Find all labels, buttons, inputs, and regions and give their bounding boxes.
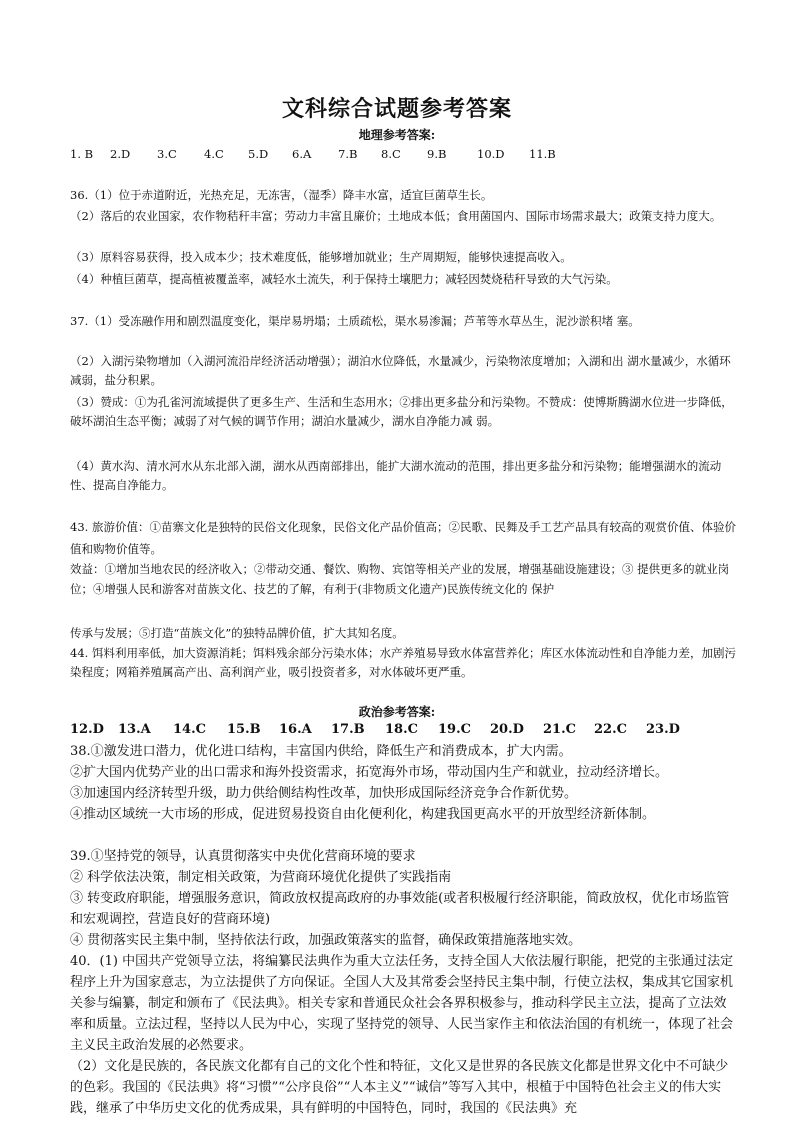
mcq-answer: 13.A [118, 722, 151, 737]
q37-part4: （4）黄水沟、清水河水从东北部入湖，湖水从西南部排出，能扩大湖水流动的范围，排出更多盐分和污染物；能增强湖水的流动性、提高自净能力。 [70, 459, 722, 492]
q37-part3: （3）赞成：①为孔雀河流域提供了更多生产、生活和生态用水；②排出更多盐分和污染物。不赞成：使博斯腾湖水位进一步降低，破坏湖泊生态平衡；减弱了对气候的调节作用；湖泊水量减少，湖水自净能力减 弱。 [70, 395, 733, 428]
q40-part1: 40．(1) 中国共产党领导立法，将编纂民法典作为重大立法任务，支持全国人大依法履行职能，把党的主张通过法定程序上升为国家意志，为立法提供了方向保证。全国人大及其常委会坚持民主集中制，行使立法权，集成其它国家机关参与编纂，制定和颁布了《民法典》。相关专家和普通民众社会各界积极参与，推动科学民主立法，提高了立法效率和质量。立法过程，坚持以人民为中心，实现了坚持党的领导、人民当家作主和依法治国的有机统一，体现了社会主义民主政治发展的必然要求。 [70, 954, 734, 1053]
mcq-answer: 6.A [292, 147, 312, 161]
q39-point1: 39.①坚持党的领导，认真贯彻落实中央优化营商环境的要求 [70, 849, 416, 864]
q43-value: 43. 旅游价值：①苗寨文化是独特的民俗文化现象，民俗文化产品价值高；②民歌、民舞及手工艺产品具有较高的观赏价值、体验价值和购物价值等。 [70, 520, 736, 556]
mcq-answer: 10.D [477, 147, 505, 161]
q36-part1: 36.（1）位于赤道附近，光热充足，无冻害，（湿季）降丰水富，适宜巨菌草生长。 [70, 188, 493, 202]
mcq-answer: 17.B [331, 722, 365, 737]
mcq-answer: 12.D [70, 722, 104, 737]
mcq-answer: 2.D [110, 147, 131, 161]
page-title: 文科综合试题参考答案 [281, 96, 512, 122]
q43-benefit: 效益：①增加当地农民的经济收入；②带动交通、餐饮、购物、宾馆等相关产业的发展，增强基础设施建设；③ 提供更多的就业岗位；④增强人民和游客对苗族文化、技艺的了解，有利于(非物质文化遗产)民族传统文化的 保护 [70, 562, 730, 596]
mcq-answer: 9.B [427, 147, 447, 161]
mcq-answer: 3.C [157, 147, 177, 161]
q39-point2: ② 科学依法决策，制定相关政策，为营商环境优化提供了实践指南 [70, 870, 452, 885]
mcq-answer: 20.D [490, 722, 524, 737]
q36-part3: （3）原料容易获得，投入成本少；技术难度低，能够增加就业；生产周期短，能够快速提高收入。 [70, 250, 572, 264]
mcq-answer: 18.C [385, 722, 418, 737]
q36-part2: （2）落后的农业国家，农作物秸秆丰富；劳动力丰富且廉价；土地成本低；食用菌国内、国际市场需求最大；政策支持力度大。 [70, 209, 722, 223]
mcq-answer: 23.D [646, 722, 680, 737]
q36-part4: （4）种植巨菌草，提高植被覆盖率，减轻水土流失，利于保持土壤肥力；减轻因焚烧秸秆导致的大气污染。 [70, 272, 618, 286]
q39-point4: ④ 贯彻落实民主集中制，坚持依法行政，加强政策落实的监督，确保政策措施落地实效。 [70, 933, 582, 948]
mcq-answer: 4.C [204, 147, 224, 161]
mcq-answer: 11.B [529, 147, 556, 161]
politics-heading: 政治参考答案: [358, 705, 436, 719]
mcq-answer: 1. B [70, 147, 94, 161]
q38-point1: 38.①激发进口潜力，优化进口结构，丰富国内供给，降低生产和消费成本，扩大内需。 [70, 744, 572, 759]
q39-point3: ③ 转变政府职能，增强服务意识，简政放权提高政府的办事效能(或者积极履行经济职能，简政放权，优化市场监管和宏观调控，营造良好的营商环境) [70, 891, 730, 927]
mcq-answer: 21.C [543, 722, 576, 737]
q38-point4: ④推动区域统一大市场的形成，促进贸易投资自由化便利化，构建我国更高水平的开放型经济新体制。 [70, 807, 656, 822]
geography-mcq-row [70, 146, 740, 163]
geography-heading: 地理参考答案: [358, 128, 436, 142]
politics-mcq-row [70, 722, 740, 737]
mcq-answer: 16.A [279, 722, 312, 737]
mcq-answer: 15.B [227, 722, 261, 737]
q40-part2: （2）文化是民族的，各民族文化都有自己的文化个性和特征，文化又是世界的各民族文化都是世界文化中不可缺少的色彩。我国的《民法典》将“习惯”“公序良俗”“人本主义”“诚信”等写入其中，根植于中国特色社会主义的伟大实践，继承了中华历史文化的优秀成果，具有鲜明的中国特色，同时，我国的《民法典》充 [70, 1059, 729, 1116]
mcq-answer: 8.C [381, 147, 401, 161]
q43-benefit-cont: 传承与发展；⑤打造“苗族文化”的独特品牌价值，扩大其知名度。 [70, 626, 404, 640]
mcq-answer: 19.C [438, 722, 471, 737]
mcq-answer: 22.C [594, 722, 627, 737]
q44-answer: 44. 饵料利用率低，加大资源消耗；饵料残余部分污染水体；水产养殖易导致水体富营养化；库区水体流动性和自净能力差，加剧污染程度；网箱养殖属高产出、高利润产业，吸引投资者多，对水体破坏更严重。 [70, 646, 736, 679]
mcq-answer: 7.B [338, 147, 358, 161]
q38-point2: ②扩大国内优势产业的出口需求和海外投资需求，拓宽海外市场，带动国内生产和就业，拉动经济增长。 [70, 765, 669, 780]
mcq-answer: 5.D [248, 147, 269, 161]
q38-point3: ③加速国内经济转型升级，助力供给侧结构性改革，加快形成国际经济竞争合作新优势。 [70, 786, 578, 801]
q37-part1: 37.（1）受冻融作用和剧烈温度变化，渠岸易坍塌；土质疏松，渠水易渗漏；芦苇等水草丛生，泥沙淤积堵 塞。 [70, 314, 640, 328]
q37-part2: （2）入湖污染物增加（入湖河流沿岸经济活动增强）；湖泊水位降低，水量减少，污染物浓度增加；入湖和出 湖水量减少，水循环减弱，盐分积累。 [70, 354, 731, 387]
mcq-answer: 14.C [173, 722, 206, 737]
